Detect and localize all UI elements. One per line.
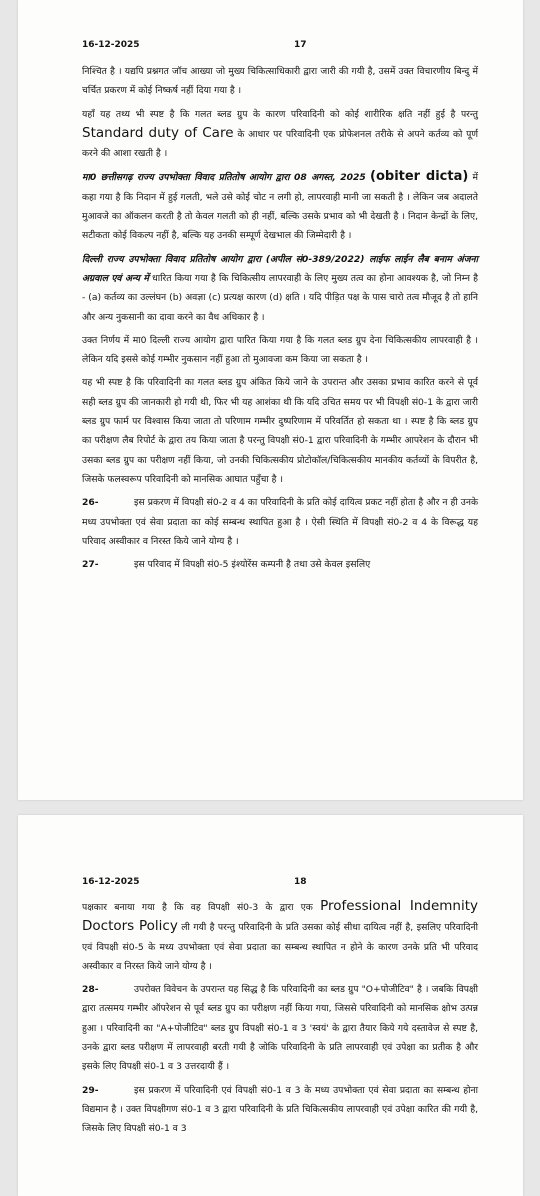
numbered-paragraph: 29- इस प्रकरण में परिवादिनी एवं विपक्षी सं0-1 व 3 के मध्य उपभोक्ता एवं सेवा प्रदाता का सम्बन्ध होना विद्यमान है । उक्त विपक्षीगण सं0-1 व 3 द्वारा परिवादिनी के प्रति चिकित्सकीय लापरवाही एवं उपेक्षा कारित की गयी है, जिसके लिए विपक्षी सं0-1 व 3 bbox=[82, 1081, 478, 1139]
numbered-paragraph: 27- इस परिवाद में विपक्षी सं0-5 इंश्योरेंस कम्पनी है तथा उसे केवल इसलिए bbox=[82, 555, 478, 574]
emphasized-phrase: Professional Indemnity Doctors Policy bbox=[82, 898, 479, 935]
numbered-paragraph: 26- इस प्रकरण में विपक्षी सं0-2 व 4 का परिवादिनी के प्रति कोई दायित्व प्रकट नहीं होता है और न ही उनके मध्य उपभोक्ता एवं सेवा प्रदाता का कोई सम्बन्ध स्थापित हुआ है । ऐसी स्थिति में विपक्षी सं0-2 व 4 के विरूद्ध यह परिवाद अस्वीकार व निरस्त किये जाने योग्य है । bbox=[82, 493, 478, 551]
paragraph-number: 26- bbox=[82, 497, 99, 509]
paragraph: उक्त निर्णय में मा0 दिल्ली राज्य आयोग द्वारा पारित किया गया है कि गलत ब्लड ग्रुप देना चिकित्सकीय लापरवाही है । लेकिन यदि इससे कोई गम्भीर नुकसान नहीं हुआ तो मुआवजा कम किया जा सकता है । bbox=[82, 334, 478, 366]
emphasized-phrase: (obiter dicta) bbox=[370, 169, 469, 185]
citation-heading: मा0 छत्तीसगढ़ राज्य उपभोक्ता विवाद प्रतितोष आयोग द्वारा 08 अगस्त, 2025 bbox=[82, 172, 366, 184]
page-date: 16-12-2025 bbox=[82, 40, 140, 50]
paragraph-number: 27- bbox=[82, 559, 99, 571]
paragraph-number: 28- bbox=[82, 984, 99, 996]
paragraph: मा0 छत्तीसगढ़ राज्य उपभोक्ता विवाद प्रतितोष आयोग द्वारा 08 अगस्त, 2025 (obiter dicta) में कहा गया है कि निदान में हुई गलती, भले उसे कोई चोट न लगी हो, लापरवाही मानी जा सकती है । लेकिन जब अदालते मुआवजे का ऑकलन करती है तो केवल गलती को ही नहीं, बल्कि उसके प्रभाव को भी देखती है । निदान केन्द्रों के लिए, सटीकता कोई विकल्प नहीं है, बल्कि यह उनकी सम्पूर्ण देखभाल की जिम्मेदारी है । bbox=[82, 169, 479, 242]
paragraph: यह भी स्पष्ट है कि परिवादिनी का गलत ब्लड ग्रुप अंकित किये जाने के उपरान्त और उसका प्रभाव कारित करने से पूर्व सही ब्लड ग्रुप की जानकारी हो गयी थी, फिर भी यह आशंका थी कि यदि उचित समय पर भी विपक्षी सं0-1 के द्वारा जारी ब्लड ग्रुप फार्म पर विश्वास किया जाता तो परिणाम गम्भीर दुष्परिणाम में परिवर्तित हो सकता था । स्पष्ट है कि ब्लड ग्रुप का परीक्षण लैब रिपोर्ट के द्वारा तय किया जाता है परन्तु विपक्षी सं0-1 द्वारा परिवादिनी के गम्भीर आपरेशन के दौरान भी उसका ब्लड ग्रुप का परीक्षण नहीं किया, जो उनकी चिकित्सकीय प्रोटोकॉल/चिकित्सकीय मानकीय कर्तव्यों के विपरीत है, जिसके फलस्वरूप परिवादिनी को मानसिक आघात पहुँचा है । bbox=[82, 377, 479, 485]
page-number: 17 bbox=[294, 40, 307, 50]
paragraph: निश्चित है । यद्यपि प्रश्नगत जॉच आख्या जो मुख्य चिकित्साधिकारी द्वारा जारी की गयी है, उसमें उक्त विचारणीय बिन्दु में चर्चित प्रकरण में कोई निष्कर्ष नहीं दिया गया है । bbox=[82, 66, 478, 97]
page-body bbox=[82, 62, 478, 578]
document-page-18 bbox=[18, 815, 523, 1196]
paragraph-number: 29- bbox=[82, 1084, 99, 1096]
citation-heading: दिल्ली राज्य उपभोक्ता विवाद प्रतितोष आयोग द्वारा (अपील सं0-389/2022) लाईफ लाईन लैब बनाम अंजना अग्रवाल एवं अन्य में bbox=[82, 253, 478, 284]
numbered-paragraph: 28- उपरोक्त विवेचन के उपरान्त यह सिद्ध है कि परिवादिनी का ब्लड ग्रुप "O+पोजीटिव" है । जबकि विपक्षी द्वारा तत्समय गम्भीर ऑपरेशन से पूर्व ब्लड ग्रुप का परीक्षण नहीं किया गया, जिससे परिवादिनी को मानसिक क्षोभ उत्पन्न हुआ । परिवादिनी का "A+पोजीटिव" ब्लड ग्रुप विपक्षी सं0-1 व 3 'स्वयं' के द्वारा तैयार किये गये दस्तावेज से स्पष्ट है, उनके द्वारा ब्लड परीक्षण में लापरवाही बरती गयी है जोकि परिवादिनी के प्रति लापरवाही एवं उपेक्षा का प्रतीक है और इसके लिए विपक्षी सं0-1 व 3 उत्तरदायी हैं । bbox=[82, 980, 478, 1076]
emphasized-phrase: Standard duty of Care bbox=[82, 124, 234, 141]
paragraph: दिल्ली राज्य उपभोक्ता विवाद प्रतितोष आयोग द्वारा (अपील सं0-389/2022) लाईफ लाईन लैब बनाम अंजना अग्रवाल एवं अन्य में धारित किया गया है कि चिकित्सीय लापरवाही के लिए मुख्य तत्व का होना आवश्यक है, जो निम्न है - (a) कर्तव्य का उल्लंघन (b) अवज्ञा (c) प्रत्यक्ष कारण (d) क्षति । यदि पीड़ित पक्ष के पास चारो तत्व मौजूद है तो हानि और अन्य नुकसानी का दावा करने का वैध अधिकार है । bbox=[82, 253, 478, 323]
document-page-17 bbox=[18, 0, 523, 800]
paragraph: यहाँ यह तथ्य भी स्पष्ट है कि गलत ब्लड ग्रुप के कारण परिवादिनी को कोई शारीरिक क्षति नहीं हुई है परन्तु Standard duty of Care के आधार पर परिवादिनी एक प्रोफेशनल तरीके से अपने कर्तव्य को पूर्ण करने की आशा रखती है । bbox=[82, 108, 479, 160]
page-number: 18 bbox=[294, 877, 307, 887]
paragraph: पक्षकार बनाया गया है कि वह विपक्षी सं0-3 के द्वारा एक Professional Indemnity Doctors Policy ली गयी है परन्तु परिवादिनी के प्रति उसका कोई सीधा दायित्व नहीं है, इसलिए परिवादिनी एवं विपक्षी सं0-5 के मध्य उपभोक्ता एवं सेवा प्रदाता का सम्बन्ध स्थापित न होने के कारण उनके प्रति भी परिवाद अस्वीकार व निरस्त किये जाने योग्य है । bbox=[82, 898, 479, 972]
page-body bbox=[82, 897, 478, 1143]
page-date: 16-12-2025 bbox=[82, 877, 140, 887]
